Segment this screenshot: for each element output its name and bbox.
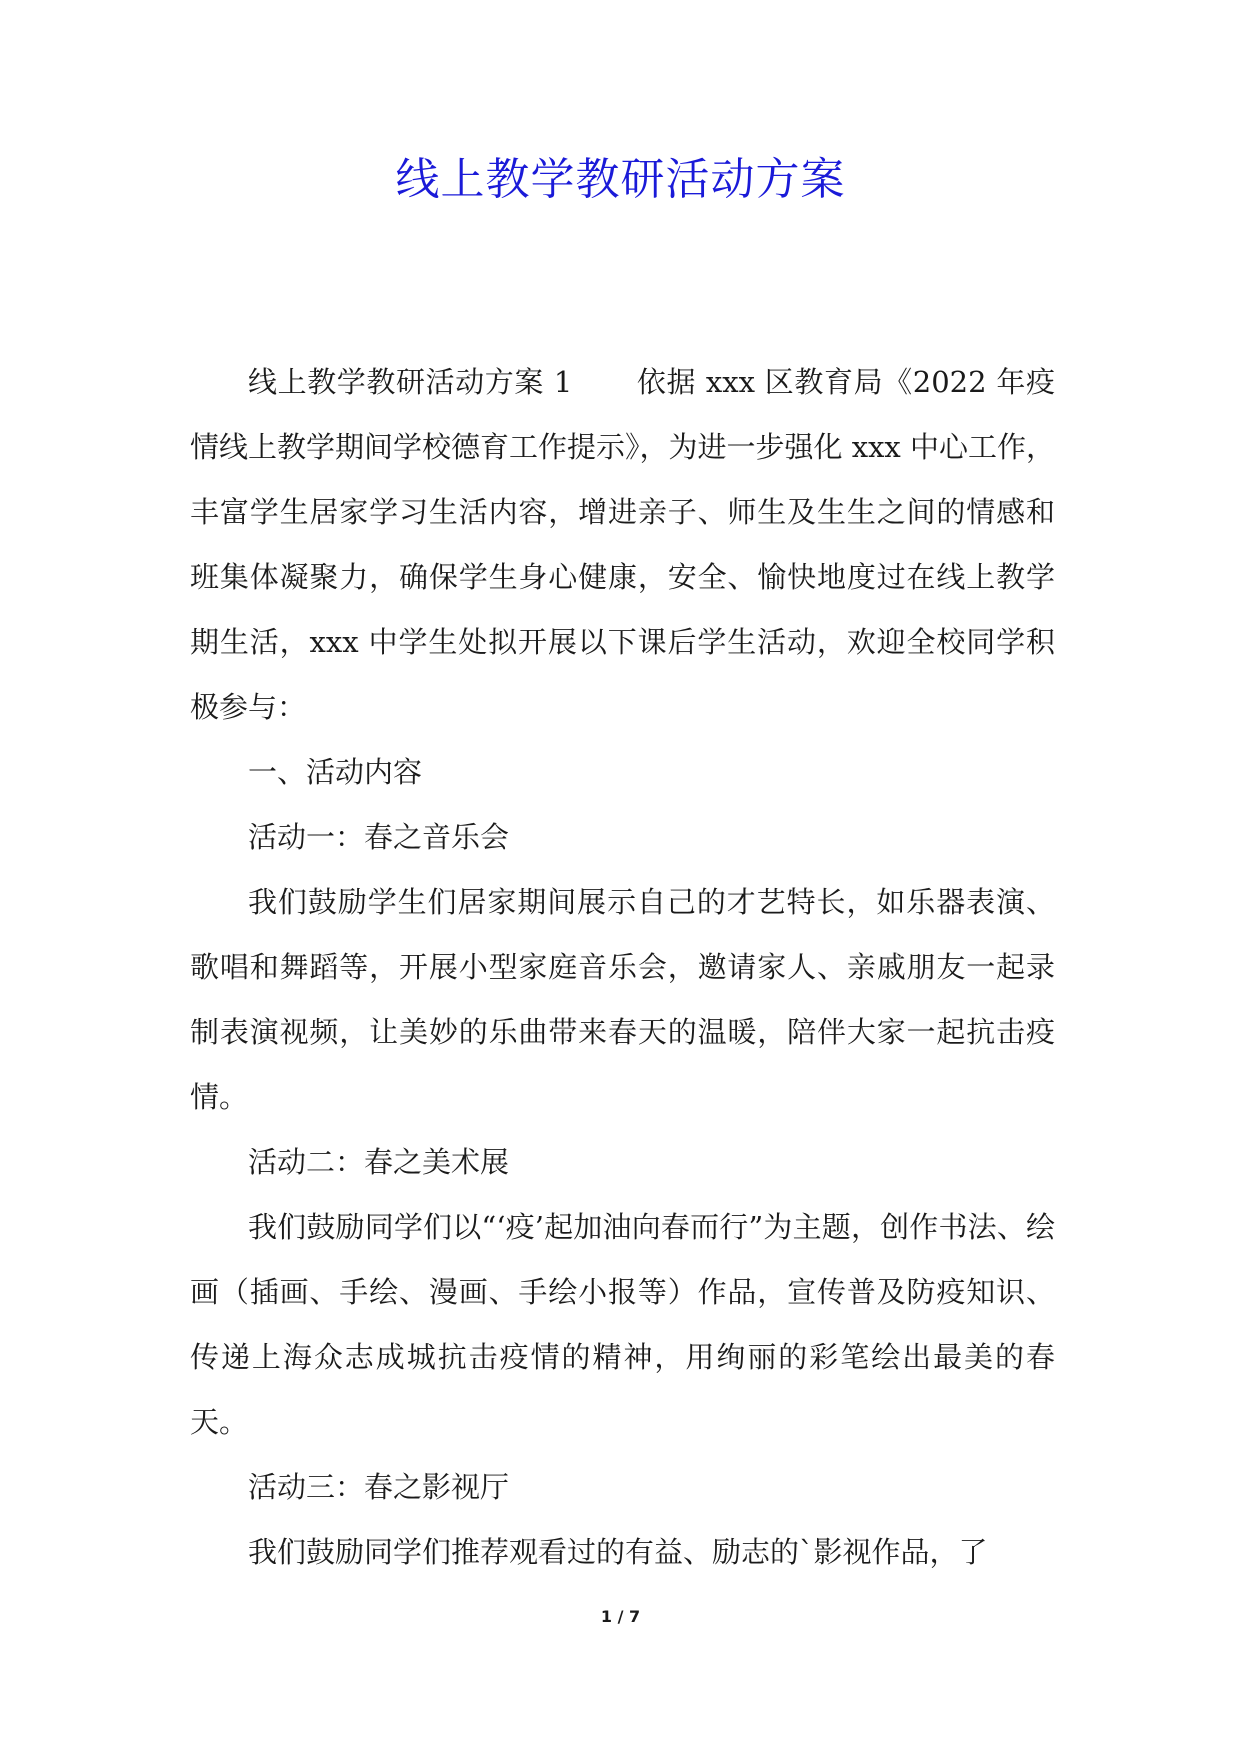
activity-one-paragraph: 我们鼓励学生们居家期间展示自己的才艺特长，如乐器表演、歌唱和舞蹈等，开展小型家庭音乐会，邀请家人、亲戚朋友一起录制表演视频，让美妙的乐曲带来春天的温暖，陪伴大家一起抗击疫情。 <box>190 885 1055 1114</box>
document-title: 线上教学教研活动方案 <box>395 154 846 205</box>
document-body <box>190 350 1055 1585</box>
intro-heading: 线上教学教研活动方案 1 <box>248 365 573 399</box>
activity-one-heading: 活动一：春之音乐会 <box>248 820 510 854</box>
intro-text: 依据 xxx 区教育局《2022 年疫情线上教学期间学校德育工作提示》，为进一步强化 xxx 中心工作，丰富学生居家学习生活内容，增进亲子、师生及生生之间的情感和班集体凝聚力，确保学生身心健康，安全、愉快地度过在线上教学期生活，xxx 中学生处拟开展以下课后学生活动，欢迎全校同学积极参与： <box>190 365 1056 724</box>
intro-paragraph <box>190 350 1055 740</box>
section-heading-content: 一、活动内容 <box>248 755 423 789</box>
activity-two-paragraph: 我们鼓励同学们以“‘疫’起加油向春而行”为主题，创作书法、绘画（插画、手绘、漫画、手绘小报等）作品，宣传普及防疫知识、传递上海众志成城抗击疫情的精神，用绚丽的彩笔绘出最美的春天。 <box>190 1210 1055 1439</box>
page-number: 1 / 7 <box>600 1607 641 1626</box>
activity-three-paragraph: 我们鼓励同学们推荐观看过的有益、励志的`影视作品，了 <box>248 1535 988 1569</box>
activity-two-heading: 活动二：春之美术展 <box>248 1145 510 1179</box>
activity-three-heading: 活动三：春之影视厅 <box>248 1470 510 1504</box>
